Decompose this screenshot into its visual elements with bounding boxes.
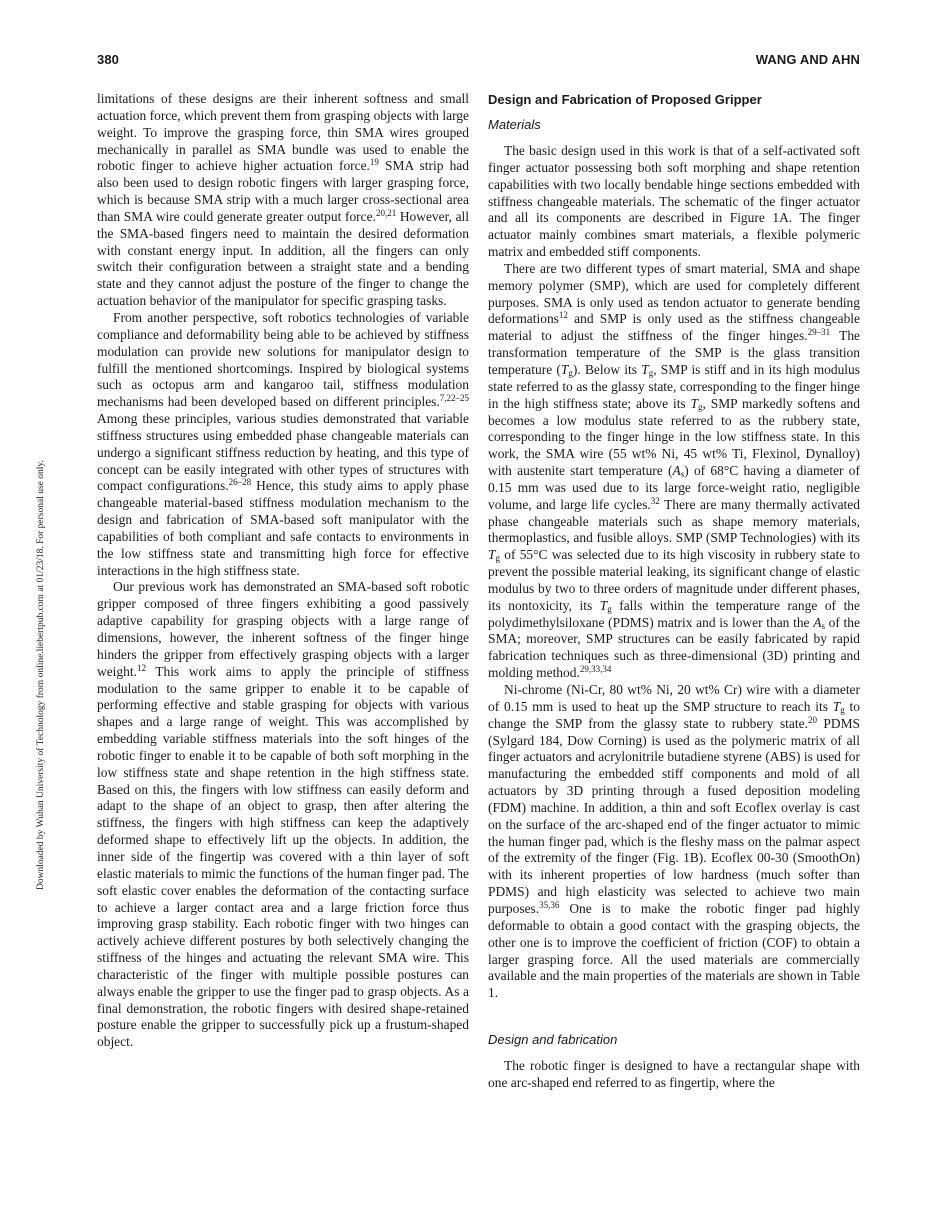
symbol: A — [813, 614, 822, 630]
text: and SMP is only used as the stiffness changeable material to adjust the stiffness of the finger hinges. — [488, 311, 860, 344]
page-number: 380 — [97, 52, 119, 67]
running-head-authors: WANG AND AHN — [755, 52, 860, 67]
text: falls within the temperature range of the polydimethylsiloxane (PDMS) matrix and is lower than the — [488, 597, 860, 630]
text: This work aims to apply the principle of stiffness modulation to the same gripper to enable it to be capable of performing effective and stable grasping for objects with various shapes and a large range of weight. This was accomplished by embedding variable stiffness materials into the soft hinges of the robotic finger to enable it to be capable of both soft morphing in the low stiffness state and shape retention in the high stiffness state. Based on this, the fingers with low stiffness can easily deform and adapt to the shape of an object to grasp, then after altering the stiffness, the fingers with high stiffness can keep the adaptively deformed shape to effectively lift up the objects. In addition, the inner side of the fingertip was covered with a thin layer of soft elastic materials to mimic the functions of the human finger pad. The soft elastic cover enables the deformation of the contacting surface to achieve a larger contact area and a large friction force thus improving grasp stability. Each robotic finger with two hinges can actively achieve different postures by both selectively changing the stiffness of the hinges and actuating the relevant SMA wire. This characteristic of the finger with multiple possible postures can always enable the gripper to use the finger pad to grasp objects. As a final demonstration, the robotic fingers with desired shape-retained posture enable the gripper to successfully pick up a frustum-shaped object. — [97, 663, 469, 1050]
download-notice-text: Downloaded by Wuhan University of Technology from online.liebertpub.com at 01/23/18. For personal use only. — [36, 460, 46, 890]
text: limitations of these designs are their inherent softness and small actuation force, which prevent them from grasping objects with large weight. To improve the grasping force, thin SMA wires grouped mechanically in parallel as SMA bundle was used to enable the robotic finger to achieve higher actuation force. — [97, 91, 469, 174]
subsection-heading-design: Design and fabrication — [488, 1032, 618, 1048]
text: There are many thermally activated phase changeable materials such as shape memory materials, thermoplastics, and fusible alloys. SMP (SMP Technologies) with its — [488, 496, 860, 546]
citation: 19 — [369, 157, 379, 168]
symbol: T — [641, 361, 649, 377]
text: Ni-chrome (Ni-Cr, 80 wt% Ni, 20 wt% Cr) wire with a diameter of 0.15 mm is used to heat up the SMP structure to reach its — [488, 682, 860, 714]
left-column — [97, 91, 469, 1051]
symbol-subscript: g — [607, 603, 612, 614]
text: , SMP is stiff and in its high modulus state referred to as the glassy state, corresponding to the finger hinge in the high stiffness state; above its — [488, 361, 860, 411]
text: SMA strip had also been used to design robotic fingers with larger grasping force, which is because SMA strip with a much larger cross-sectional area than SMA wire could generate greater output force. — [97, 158, 469, 224]
symbol-subscript: s — [680, 469, 685, 480]
paragraph: The basic design used in this work is that of a self-activated soft finger actuator possessing both soft morphing and shape retention capabilities with two locally bendable hinge sections embedded with stiffness changeable materials. The schematic of the finger actuator and all its components are described in Figure 1A. The finger actuator mainly combines smart materials, a flexible polymeric matrix and embedded stiff components. — [488, 143, 860, 260]
symbol-subscript: g — [698, 401, 703, 412]
citation: 12 — [136, 662, 146, 673]
citation: 26–28 — [228, 477, 252, 488]
symbol: T — [832, 698, 841, 714]
text: The transformation temperature of the SMP is the glass transition temperature ( — [488, 328, 860, 377]
symbol-subscript: g — [840, 704, 845, 715]
paragraph — [488, 682, 860, 1002]
text: , SMP markedly softens and becomes a low modulus state referred to as the rubbery state, corresponding to the finger hinge in the low stiffness state. In this work, the SMA wire (55 wt% Ni, 45 wt% Ti, Flexinol, Dynalloy) with austenite start temperature ( — [488, 395, 860, 479]
paragraph — [97, 91, 469, 310]
symbol: T — [488, 547, 496, 563]
citation: 12 — [558, 310, 568, 321]
text: One is to make the robotic finger pad highly deformable to obtain a good contact with the grasping objects, the other one is to improve the coefficient of friction (COF) to obtain a larger grasping force. All the used materials are commercially available and the main properties of the materials are shown in Table 1. — [488, 900, 860, 1001]
text: of 55°C was selected due to its high viscosity in rubbery state to prevent the possible material leaking, its significant change of elastic modulus by two to three orders of magnitude under different phases, its nontoxicity, its — [488, 547, 860, 613]
text: Hence, this study aims to apply phase changeable material-based stiffness modulation mechanism to the design and fabrication of SMA-based soft manipulator with the capabilities of both compliant and safe contacts to environments in the low stiffness state and transmitting high force for effective interactions in the high stiffness state. — [97, 478, 469, 578]
citation: 32 — [650, 495, 660, 506]
symbol-subscript: g — [568, 367, 573, 378]
text: ). Below its — [572, 361, 642, 377]
text: ) of 68°C having a diameter of 0.15 mm was used due to its large force-weight ratio, negligible volume, and large life cycles. — [488, 463, 860, 512]
symbol: T — [599, 597, 608, 613]
symbol: A — [672, 463, 681, 479]
citation: 20 — [807, 714, 817, 725]
text: to change the SMP from the glassy state to rubbery state. — [488, 698, 860, 731]
text: There are two different types of smart material, SMA and shape memory polymer (SMP), which are used for completely different purposes. SMA is only used as tendon actuator to generate bending deformations — [488, 260, 860, 327]
text: PDMS (Sylgard 184, Dow Corning) is used as the polymeric matrix of all finger actuators and acrylonitrile butadiene styrene (ABS) is used for manufacturing the embedded stiff components and mold of all actuators by 3D printing through a fused deposition modeling (FDM) machine. In addition, a thin and soft Ecoflex overlay is cast on the surface of the arc-shaped end of the finger actuator to mimic the human finger pad, which is the fleshy mass on the palmar aspect of the extremity of the finger (Fig. 1B). Ecoflex 00-30 (SmoothOn) with its inherent properties of low hardness (much softer than PDMS) and high elasticity was selected to achieve two main purposes. — [488, 715, 860, 916]
text: of the SMA; moreover, SMP structures can be easily fabricated by rapid fabrication techniques such as three-dimensional (3D) printing and molding method. — [488, 614, 860, 681]
text: Among these principles, various studies demonstrated that variable stiffness structures using embedded phase changeable materials can undergo a significant stiffness reduction by heating, and this type of concept can be easily integrated with other types of structures with compact configurations. — [97, 411, 469, 494]
symbol-subscript: s — [821, 620, 825, 631]
section-heading: Design and Fabrication of Proposed Gripper — [488, 92, 762, 107]
citation: 29,33,34 — [579, 664, 612, 675]
text: However, all the SMA-based fingers need to maintain the desired deformation with constant energy input. In addition, all the fingers can only switch their configuration between a straight state and a bending state and they cannot adjust the posture of the finger to change the actuation behavior of the manipulator for specific grasping tasks. — [97, 208, 469, 309]
citation: 20,21 — [375, 207, 397, 218]
paragraph: The robotic finger is designed to have a rectangular shape with one arc-shaped end referred to as fingertip, where the — [488, 1058, 860, 1090]
subsection-heading-materials: Materials — [488, 117, 541, 132]
symbol-subscript: g — [495, 553, 500, 564]
text: From another perspective, soft robotics technologies of variable compliance and deformability being able to be achieved by stiffness modulation can provide new solutions for manipulator design to fulfill the mentioned shortcomings. Inspired by biological systems such as octopus arm and kangaroo tail, stiffness modulation mechanisms had been developed based on different principles. — [97, 309, 469, 410]
symbol: T — [560, 361, 569, 377]
symbol-subscript: g — [648, 367, 654, 378]
symbol: T — [690, 395, 699, 411]
paragraph — [488, 261, 860, 682]
paragraph — [97, 310, 469, 580]
running-head — [97, 52, 860, 70]
citation: 7,22–25 — [439, 393, 469, 404]
citation: 35,36 — [539, 899, 560, 910]
download-notice — [36, 370, 52, 890]
citation: 29–31 — [807, 327, 831, 338]
right-column — [488, 91, 860, 1092]
text: Our previous work has demonstrated an SMA-based soft robotic gripper composed of three fingers exhibiting a good passively adaptive capability for grasping objects with a large range of dimensions, however, the inherent softness of the finger hinge hinders the gripper from effectively grasping objects with a larger weight. — [97, 579, 469, 679]
paragraph — [97, 579, 469, 1051]
